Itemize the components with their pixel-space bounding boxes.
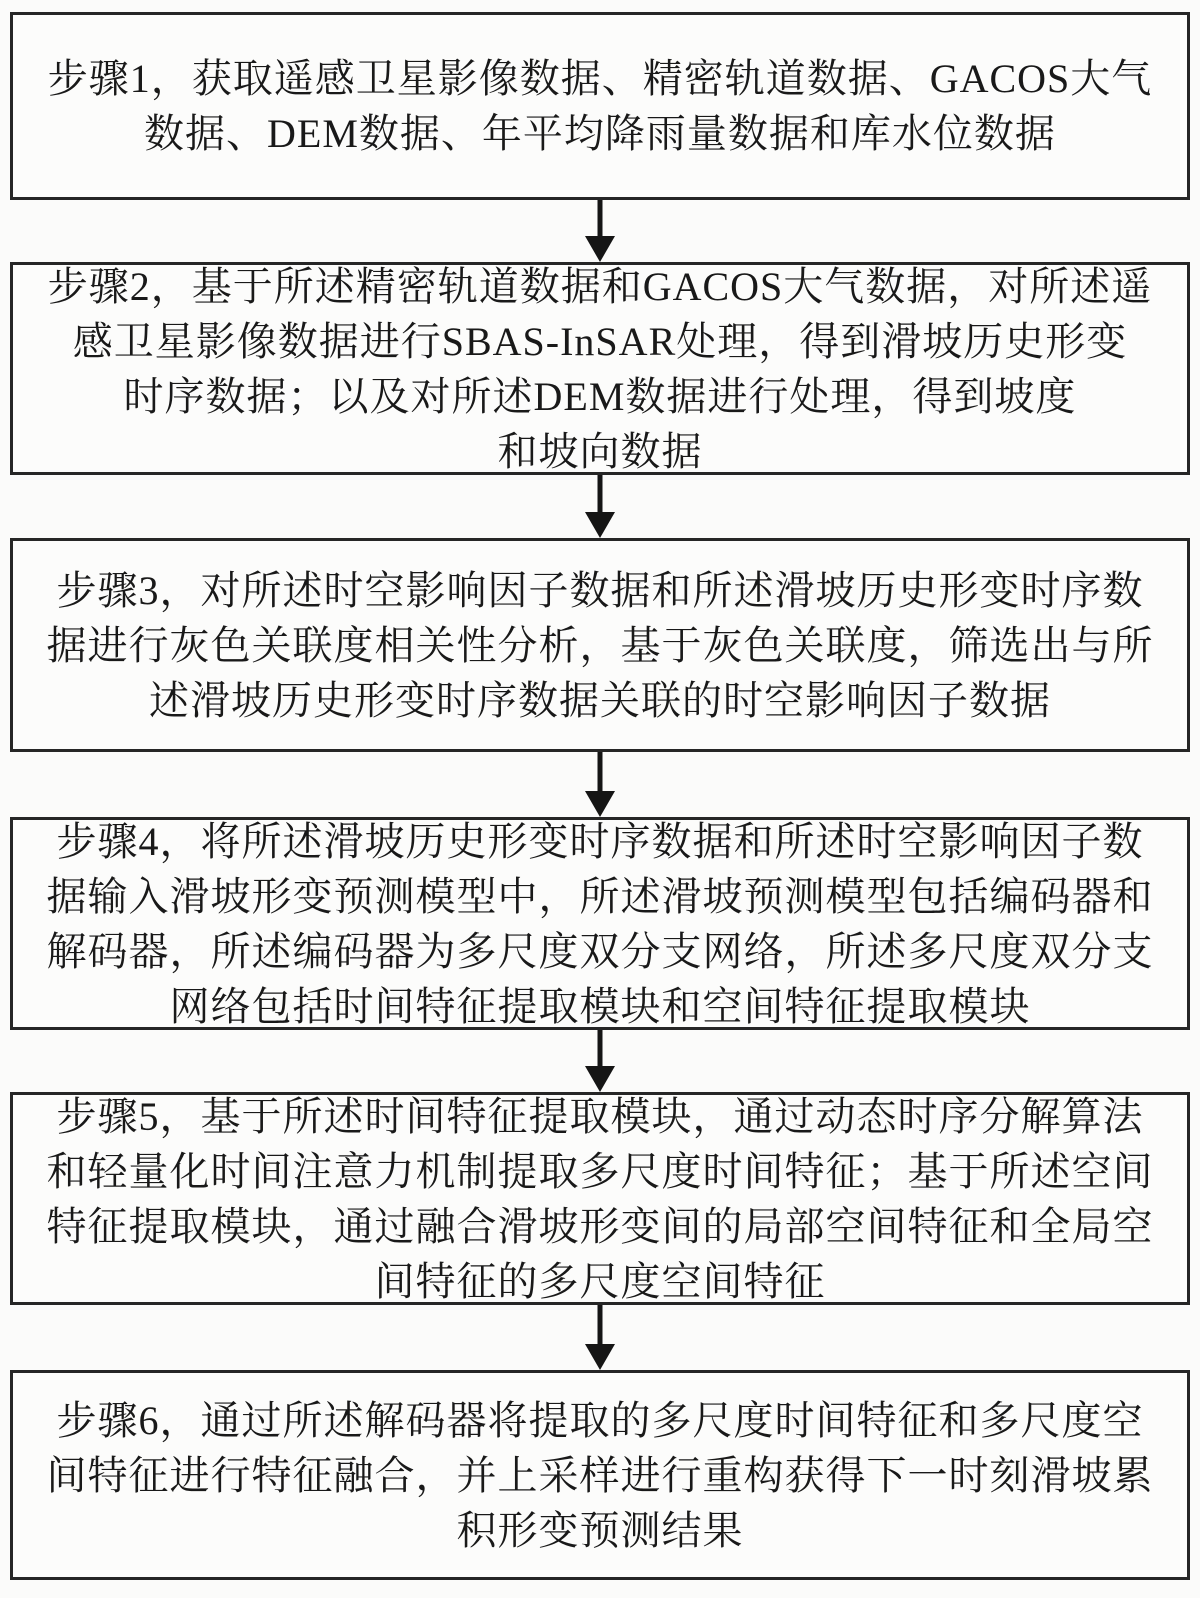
arrow-shaft bbox=[598, 475, 603, 514]
step-text-line: 据进行灰色关联度相关性分析，基于灰色关联度，筛选出与所 bbox=[46, 622, 1154, 668]
down-arrow-3 bbox=[0, 752, 1200, 817]
arrow-shaft bbox=[598, 752, 603, 793]
step-text-line: 解码器，所述编码器为多尺度双分支网络，所述多尺度双分支 bbox=[46, 928, 1154, 974]
down-arrow-2 bbox=[0, 475, 1200, 538]
step-text-line: 积形变预测结果 bbox=[456, 1507, 744, 1553]
step-text-line: 和坡向数据 bbox=[497, 428, 703, 474]
step-text-line: 网络包括时间特征提取模块和空间特征提取模块 bbox=[169, 983, 1031, 1029]
step-2-box bbox=[10, 262, 1190, 475]
step-5-box bbox=[10, 1092, 1190, 1305]
step-text-line: 和轻量化时间注意力机制提取多尺度时间特征；基于所述空间 bbox=[46, 1148, 1154, 1194]
step-text-line: 步骤2，基于所述精密轨道数据和GACOS大气数据，对所述遥 bbox=[47, 263, 1153, 309]
arrow-shaft bbox=[598, 200, 603, 238]
step-text-line: 据输入滑坡形变预测模型中，所述滑坡预测模型包括编码器和 bbox=[46, 873, 1154, 919]
step-4-box bbox=[10, 817, 1190, 1030]
arrow-head bbox=[585, 1066, 615, 1092]
step-text-line: 述滑坡历史形变时序数据关联的时空影响因子数据 bbox=[149, 677, 1051, 723]
step-text-line: 特征提取模块，通过融合滑坡形变间的局部空间特征和全局空 bbox=[46, 1203, 1154, 1249]
down-arrow-5 bbox=[0, 1305, 1200, 1370]
step-text-line: 步骤1，获取遥感卫星影像数据、精密轨道数据、GACOS大气 bbox=[47, 56, 1153, 101]
arrow-head bbox=[585, 512, 615, 538]
step-text-line: 步骤4，将所述滑坡历史形变时序数据和所述时空影响因子数 bbox=[56, 818, 1144, 864]
arrow-head bbox=[585, 791, 615, 817]
step-text-line: 步骤5，基于所述时间特征提取模块，通过动态时序分解算法 bbox=[56, 1093, 1144, 1139]
step-text-line: 感卫星影像数据进行SBAS-InSAR处理，得到滑坡历史形变 bbox=[72, 318, 1128, 364]
arrow-head bbox=[585, 236, 615, 262]
step-1-box bbox=[10, 12, 1190, 200]
step-text-line: 数据、DEM数据、年平均降雨量数据和库水位数据 bbox=[144, 111, 1056, 156]
arrow-head bbox=[585, 1344, 615, 1370]
arrow-shaft bbox=[598, 1305, 603, 1346]
arrow-shaft bbox=[598, 1030, 603, 1068]
step-text-line: 间特征进行特征融合，并上采样进行重构获得下一时刻滑坡累 bbox=[46, 1452, 1154, 1498]
down-arrow-1 bbox=[0, 200, 1200, 262]
step-text-line: 步骤3，对所述时空影响因子数据和所述滑坡历史形变时序数 bbox=[56, 567, 1144, 613]
step-text-line: 步骤6，通过所述解码器将提取的多尺度时间特征和多尺度空 bbox=[56, 1397, 1144, 1443]
step-3-box bbox=[10, 538, 1190, 752]
step-text-line: 间特征的多尺度空间特征 bbox=[374, 1258, 826, 1304]
step-6-box bbox=[10, 1370, 1190, 1580]
step-text-line: 时序数据；以及对所述DEM数据进行处理，得到坡度 bbox=[123, 373, 1077, 419]
down-arrow-4 bbox=[0, 1030, 1200, 1092]
